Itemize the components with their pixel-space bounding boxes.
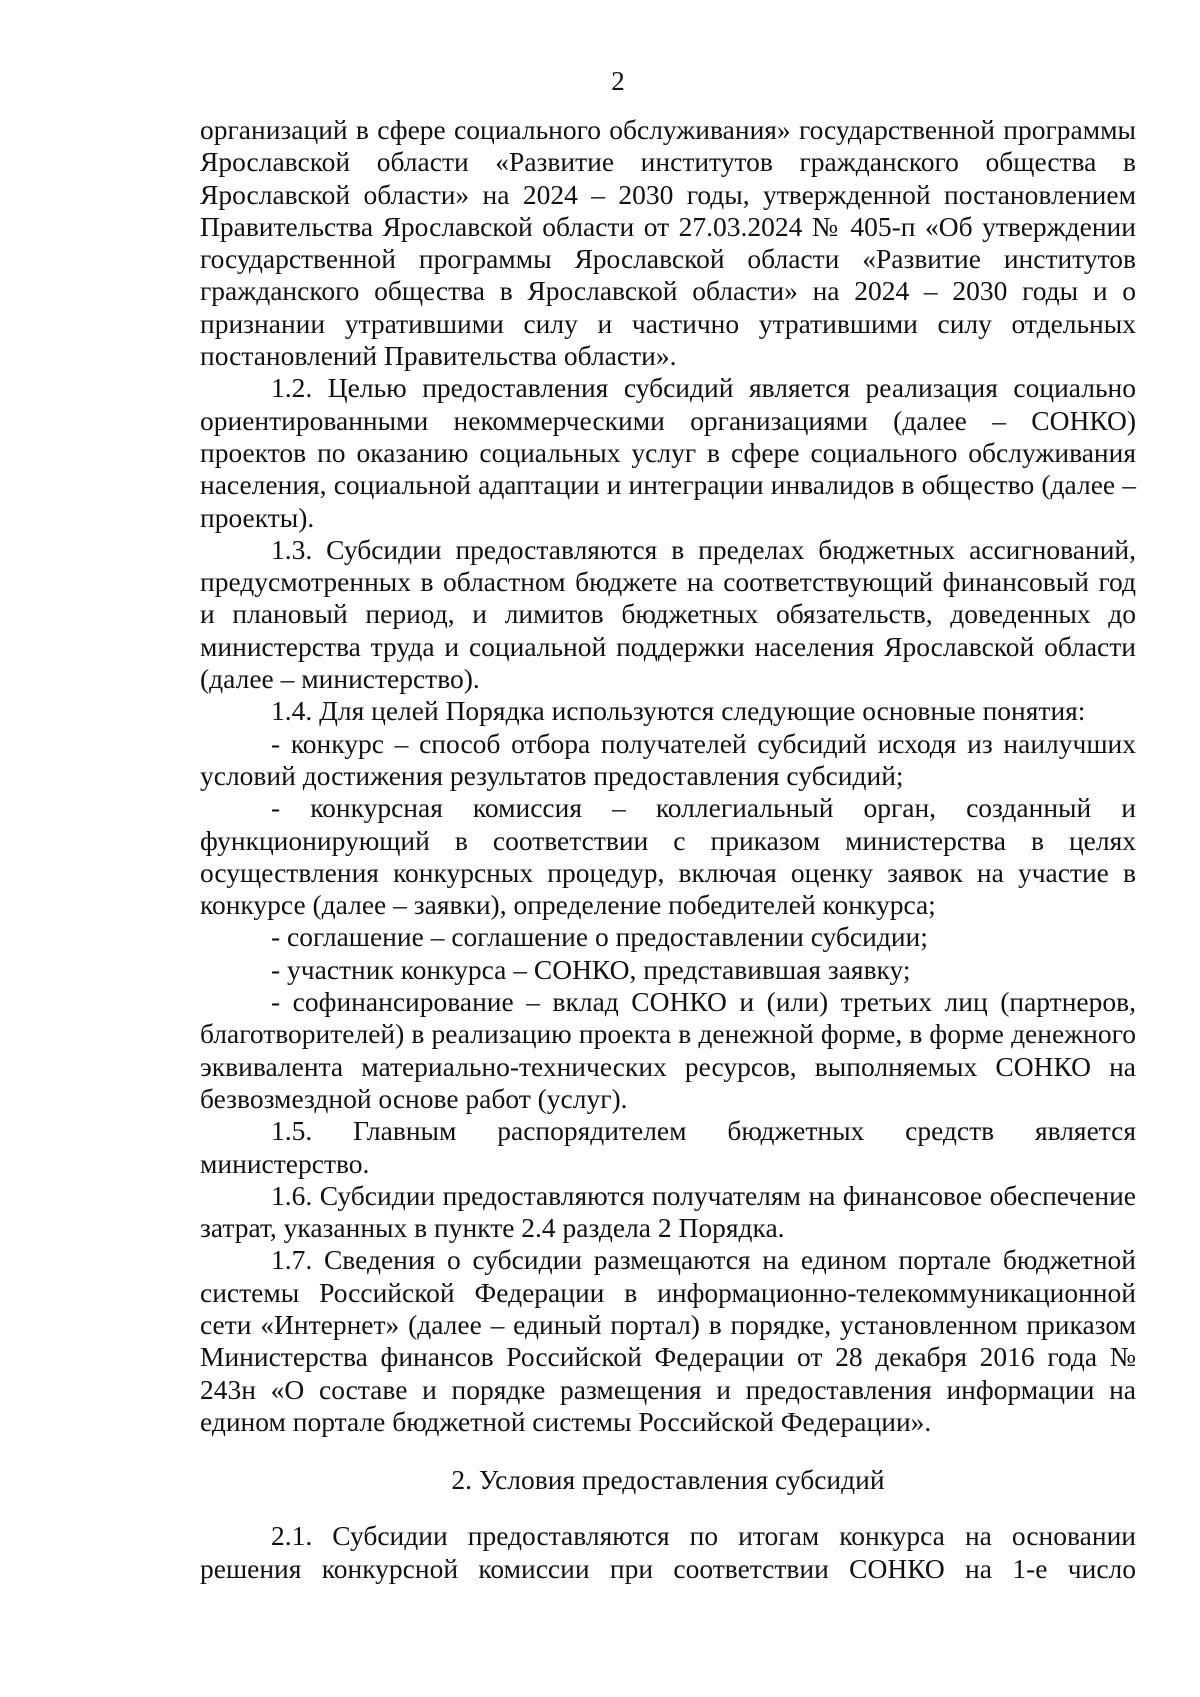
paragraph-1-6: 1.6. Субсидии предоставляются получателям на финансовое обеспечение затрат, указанных в пункте 2.4 раздела 2 Порядка. bbox=[200, 1179, 1136, 1244]
paragraph-1-3: 1.3. Субсидии предоставляются в пределах бюджетных ассигнований, предусмотренных в областном бюджете на соответствующий финансовый год и плановый период, и лимитов бюджетных обязательств, доведенных до министерства труда и социальной поддержки населения Ярославской области (далее – министерство). bbox=[200, 533, 1136, 695]
definition-soglashenie: - соглашение – соглашение о предоставлении субсидии; bbox=[271, 921, 928, 953]
definition-uchastnik-konkursa: - участник конкурса – СОНКО, представившая заявку; bbox=[271, 953, 911, 985]
section-2-heading: 2. Условия предоставления субсидий bbox=[451, 1464, 885, 1496]
paragraph-1-7: 1.7. Сведения о субсидии размещаются на едином портале бюджетной системы Российской Федерации в информационно-телекоммуникационной сети «Интернет» (далее – единый портал) в порядке, установленном приказом Министерства финансов Российской Федерации от 28 декабря 2016 года № 243н «О составе и порядке размещения и предоставления информации на едином портале бюджетной системы Российской Федерации». bbox=[200, 1244, 1136, 1437]
definition-konkurs: - конкурс – способ отбора получателей субсидий исходя из наилучших условий достижения результатов предоставления субсидий; bbox=[200, 727, 1136, 791]
document-body bbox=[200, 114, 1136, 1585]
paragraph-1-5: 1.5. Главным распорядителем бюджетных средств является министерство. bbox=[200, 1115, 1136, 1179]
paragraph-2-1: 2.1. Субсидии предоставляются по итогам конкурса на основании решения конкурсной комиссии при соответствии СОНКО на 1-е число bbox=[200, 1520, 1136, 1584]
paragraph-intro-continuation: организаций в сфере социального обслуживания» государственной программы Ярославской области «Развитие институтов гражданского общества в Ярославской области» на 2024 – 2030 годы, утвержденной постановлением Правительства Ярославской области от 27.03.2024 № 405-п «Об утверждении государственной программы Ярославской области «Развитие институтов гражданского общества в Ярославской области» на 2024 – 2030 годы и о признании утратившими силу и частично утратившими силу отдельных постановлений Правительства области». bbox=[200, 114, 1136, 372]
page-number: 2 bbox=[611, 66, 625, 96]
paragraph-1-4: 1.4. Для целей Порядка используются следующие основные понятия: bbox=[271, 695, 1086, 727]
paragraph-1-2: 1.2. Целью предоставления субсидий является реализация социально ориентированными некоммерческими организациями (далее – СОНКО) проектов по оказанию социальных услуг в сфере социального обслуживания населения, социальной адаптации и интеграции инвалидов в общество (далее – проекты). bbox=[200, 372, 1136, 533]
definition-sofinansirovanie: - софинансирование – вклад СОНКО и (или) третьих лиц (партнеров, благотворителей) в реализацию проекта в денежной форме, в форме денежного эквивалента материально-технических ресурсов, выполняемых СОНКО на безвозмездной основе работ (услуг). bbox=[200, 986, 1136, 1114]
definition-konkursnaya-komissiya: - конкурсная комиссия – коллегиальный орган, созданный и функционирующий в соответствии с приказом министерства в целях осуществления конкурсных процедур, включая оценку заявок на участие в конкурсе (далее – заявки), определение победителей конкурса; bbox=[200, 792, 1136, 921]
